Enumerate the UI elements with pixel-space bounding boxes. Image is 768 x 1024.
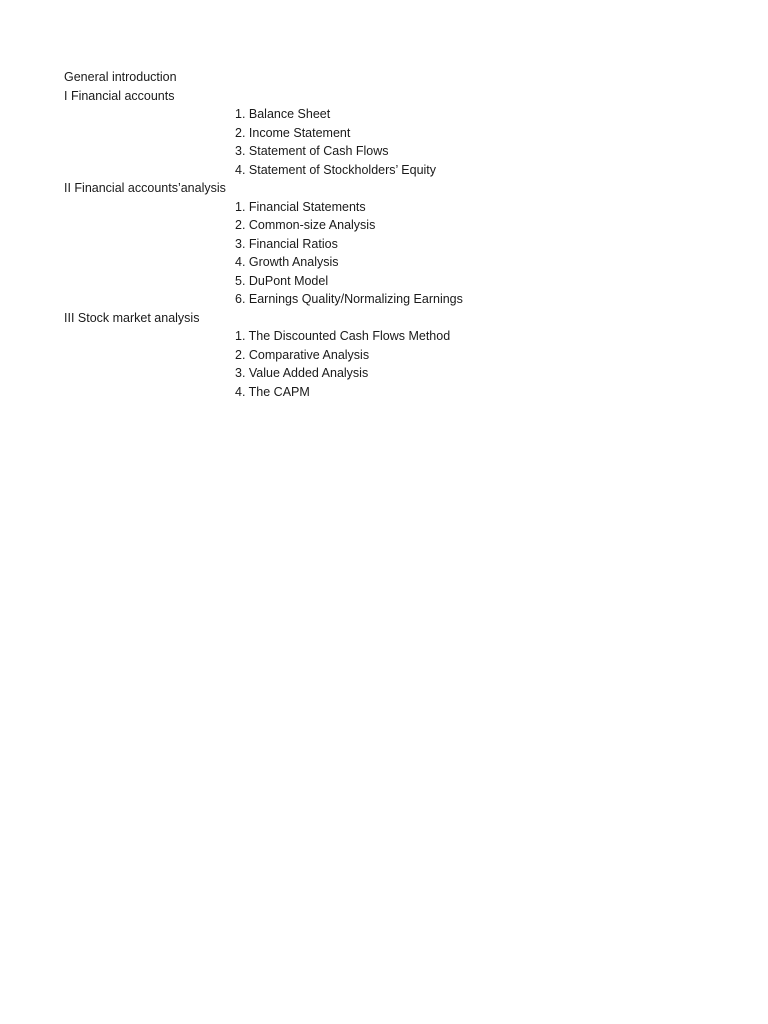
list-item: 2. Common-size Analysis — [235, 218, 376, 232]
section-heading-financial-accounts: I Financial accounts — [64, 88, 175, 103]
list-item: 5. DuPont Model — [235, 273, 329, 288]
list-item: 2. Income Statement — [235, 125, 351, 140]
list-item: 4. Statement of Stockholders’ Equity — [235, 162, 437, 177]
list-item: 1. Financial Statements — [235, 199, 366, 214]
list-item: 1. The Discounted Cash Flows Method — [235, 329, 451, 343]
list-item: 2. Comparative Analysis — [235, 347, 370, 362]
list-item: 3. Value Added Analysis — [235, 366, 369, 380]
section-heading-stock-market: III Stock market analysis — [64, 310, 200, 325]
list-item: 3. Statement of Cash Flows — [235, 144, 389, 158]
list-item: 6. Earnings Quality/Normalizing Earnings — [235, 292, 463, 306]
list-item: 1. Balance Sheet — [235, 107, 331, 121]
list-item: 4. Growth Analysis — [235, 255, 339, 269]
intro-heading: General introduction — [64, 70, 177, 84]
list-item: 4. The CAPM — [235, 384, 310, 399]
section-heading-financial-analysis: II Financial accounts’analysis — [64, 181, 226, 195]
outline — [64, 68, 704, 401]
list-item: 3. Financial Ratios — [235, 236, 338, 251]
